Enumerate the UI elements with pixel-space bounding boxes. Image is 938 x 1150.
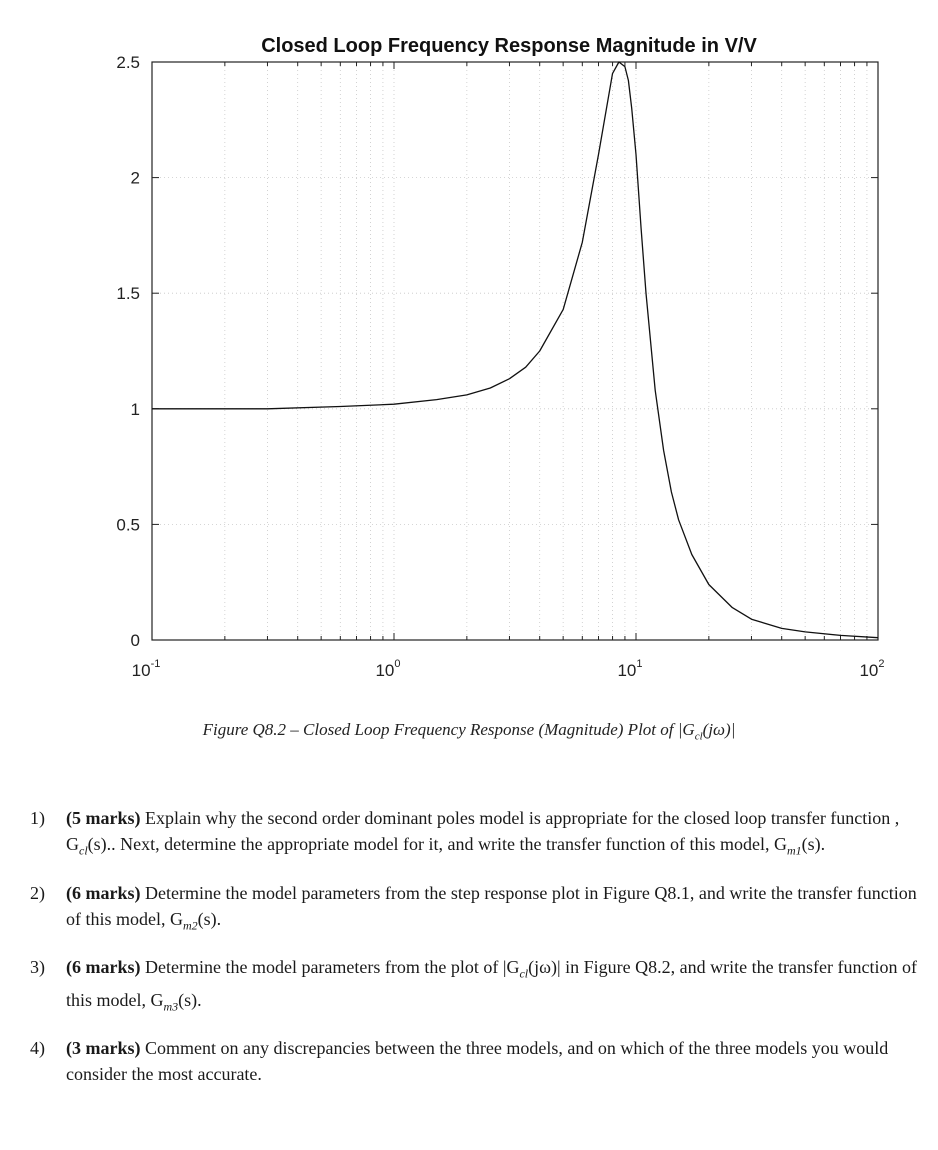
series-line [152, 62, 878, 638]
question-item [30, 880, 930, 939]
question-text: (s). [197, 908, 222, 929]
x-tick-label: $10^1$ [617, 658, 643, 680]
axis-ticks [152, 62, 878, 640]
figure-caption [0, 720, 938, 742]
series-layer [152, 62, 878, 638]
question-marks: (6 marks) [66, 957, 141, 978]
caption-prefix: Figure Q8.2 – Closed Loop Frequency Response (Magnitude) Plot of |G [202, 720, 695, 739]
question-text: (s).. Next, determine the appropriate model for it, and write the transfer function of this model, G [87, 834, 787, 854]
question-marks: (5 marks) [66, 808, 141, 828]
y-tick-label: 1 [130, 399, 140, 419]
x-tick-label: $10^2$ [859, 658, 885, 680]
x-tick-label: $10^0$ [375, 658, 401, 680]
plot-frame [152, 62, 878, 640]
question-text: Explain why the second order dominant poles model is appropriate for the closed loop transfer function , G [66, 808, 900, 854]
y-tick-label: 0 [130, 631, 140, 650]
question-text: Comment on any discrepancies between the three models, and on which of the three models you would consider the most accurate. [66, 1038, 889, 1085]
question-number: 1) [30, 808, 45, 828]
subscript: m2 [183, 918, 198, 933]
question-number: 3) [30, 957, 45, 978]
question-marks: (3 marks) [66, 1038, 141, 1059]
subscript: cl [519, 966, 529, 981]
question-text: (s). [801, 834, 826, 854]
y-tick-label: 2.5 [116, 53, 140, 72]
question-text: Determine the model parameters from the step response plot in Figure Q8.1, and write the transfer function of this model, G [66, 882, 917, 929]
caption-suffix: (jω)| [702, 720, 736, 739]
question-item [30, 805, 930, 864]
x-tick-labels [132, 658, 885, 680]
subscript: m1 [786, 843, 802, 858]
question-item [30, 1035, 930, 1087]
subscript: cl [79, 843, 88, 858]
question-text: (jω)| in Figure Q8.2, and write the transfer function of this model, G [66, 957, 918, 1010]
y-tick-label: 1.5 [116, 284, 140, 304]
chart-title: Closed Loop Frequency Response Magnitude in V/V [261, 35, 757, 57]
question-number: 2) [30, 882, 45, 903]
question-text: Determine the model parameters from the plot of |G [140, 957, 520, 978]
y-tick-label: 2 [130, 168, 140, 188]
question-list [30, 805, 930, 1103]
question-item [30, 954, 930, 1019]
question-text: (s). [178, 989, 202, 1010]
question-number: 4) [30, 1038, 45, 1059]
question-marks: (6 marks) [66, 882, 141, 903]
y-tick-labels [116, 53, 140, 650]
grid-lines [152, 62, 878, 640]
subscript: m3 [163, 999, 179, 1014]
y-tick-label: 0.5 [116, 515, 140, 535]
caption-subscript: cl [694, 730, 703, 743]
x-tick-label: $10^{-1}$ [131, 658, 161, 680]
